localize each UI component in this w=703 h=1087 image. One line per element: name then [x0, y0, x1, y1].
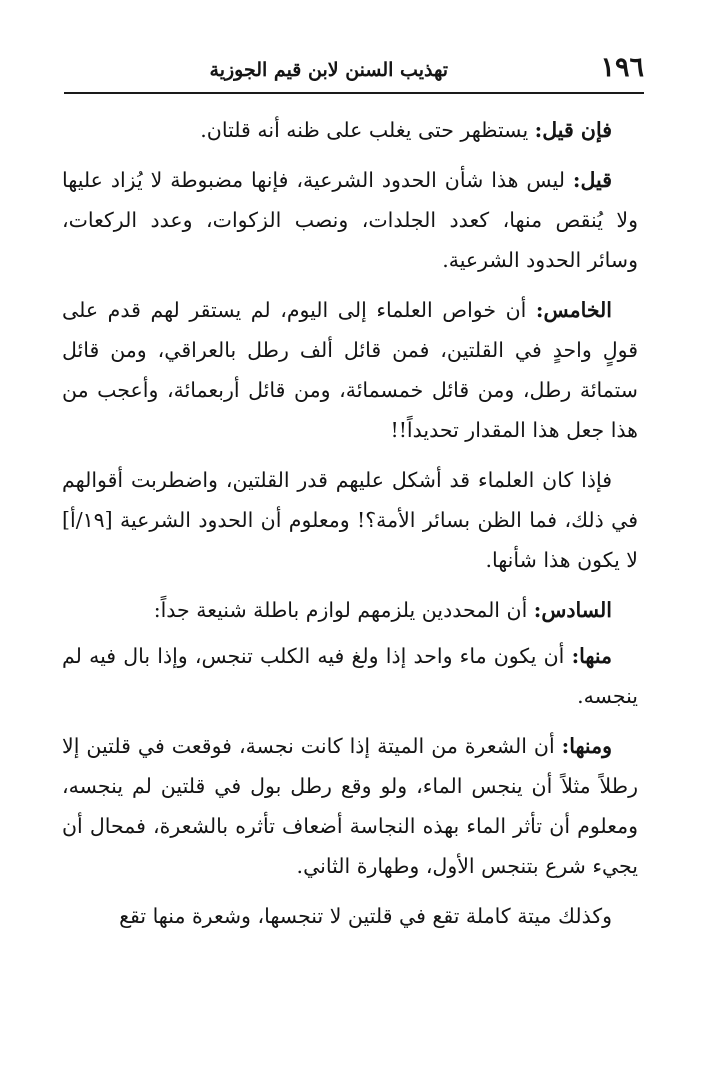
paragraph-text: فإذا كان العلماء قد أشكل عليهم قدر القلتين، واضطربت أقوالهم في ذلك، فما الظن بسائر الأمة؟! ومعلوم أن الحدود الشرعية [١٩/أ] لا يكون هذا شأنها. [62, 468, 638, 572]
paragraph-lead: الخامس: [535, 298, 612, 322]
page-number: ١٩٦ [600, 52, 644, 83]
paragraph-text: أن الشعرة من الميتة إذا كانت نجسة، فوقعت في قلتين إلا رطلاً مثلاً أن ينجس الماء، ولو وقع رطل بول في قلتين لم ينجسه، ومعلوم أن تأثر الماء بهذه النجاسة أضعاف تأثره بالشعرة، فمحال أن يجيء شرع بتنجس الأول، وطهارة الثاني. [62, 734, 638, 878]
paragraph-text: ليس هذا شأن الحدود الشرعية، فإنها مضبوطة لا يُزاد عليها ولا يُنقص منها، كعدد الجلدات، ونصب الزكوات، وعدد الركعات، وسائر الحدود الشرعية. [62, 168, 638, 272]
paragraph-3 [62, 290, 638, 450]
paragraph-lead: قيل: [572, 168, 612, 192]
paragraph-4 [62, 460, 638, 580]
paragraph-text: أن يكون ماء واحد إذا ولغ فيه الكلب تنجس، وإذا بال فيه لم ينجسه. [62, 644, 638, 708]
paragraph-8 [62, 896, 638, 936]
paragraph-5 [62, 590, 638, 630]
body-text [62, 110, 638, 946]
header-rule [64, 92, 644, 94]
paragraph-text: يستظهر حتى يغلب على ظنه أنه قلتان. [200, 118, 535, 142]
paragraph-1 [62, 110, 638, 150]
paragraph-text: أن خواص العلماء إلى اليوم، لم يستقر لهم قدم على قولٍ واحدٍ في القلتين، فمن قائل ألف رطل بالعراقي، ومن قائل ستمائة رطل، ومن قائل خمسمائة، ومن قائل أربعمائة، وأعجب من هذا جعل هذا المقدار تحديداً!! [62, 298, 638, 442]
paragraph-2 [62, 160, 638, 280]
page-header [64, 50, 644, 90]
paragraph-6 [62, 636, 638, 716]
paragraph-text: أن المحددين يلزمهم لوازم باطلة شنيعة جداً: [153, 598, 534, 622]
paragraph-text: وكذلك ميتة كاملة تقع في قلتين لا تنجسها، وشعرة منها تقع [119, 904, 612, 928]
paragraph-lead: السادس: [533, 598, 612, 622]
paragraph-lead: فإن قيل: [534, 118, 612, 142]
running-title: تهذيب السنن لابن قيم الجوزية [209, 59, 448, 81]
paragraph-7 [62, 726, 638, 886]
paragraph-lead: ومنها: [561, 734, 612, 758]
paragraph-lead: منها: [571, 644, 612, 668]
